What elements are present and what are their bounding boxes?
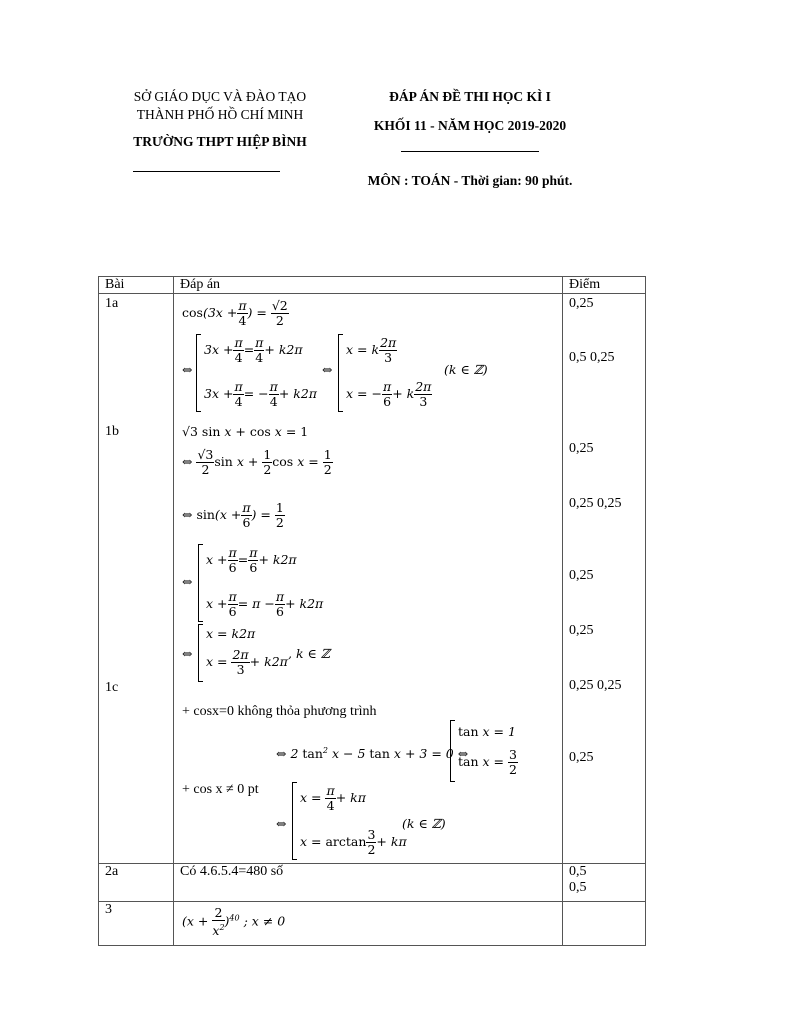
score-2a-2: 0,5 (569, 880, 587, 895)
header-cell-diem: Điểm (563, 277, 646, 294)
eq-1b-sol1: x = k2π (206, 626, 256, 641)
iff-1b-cases: ⇔ (182, 574, 193, 589)
bracket-1c-tan (450, 720, 455, 782)
table-row (99, 902, 646, 946)
score-2a-1: 0,5 (569, 864, 587, 879)
header-left-line2: THÀNH PHỐ HỒ CHÍ MINH (136, 107, 304, 122)
eq-1a-case1: 3x + $\frac{\pi}{4}$ = $\frac{\pi}{4}$ + k2π (204, 335, 303, 365)
eq-1a-sol2: x = − $\frac{\pi}{6}$ + k $\frac{2\pi}{3}$ (346, 379, 432, 409)
bracket-1b-sol (198, 624, 203, 682)
bracket-1a-right (338, 334, 343, 412)
text-1c-cos-zero: + cosx=0 không thỏa phương trình (182, 704, 377, 719)
score-1c-1: 0,25 0,25 (569, 678, 622, 693)
label-1c: 1c (105, 680, 119, 695)
row2a-label: 2a (99, 864, 174, 902)
eq-1c-sol1: x = $\frac{\pi}{4}$ + kπ (300, 783, 366, 813)
table-row (99, 864, 646, 902)
header-cell-bai: Bài (99, 277, 174, 294)
score-1a-1: 0,25 (569, 296, 594, 311)
eq-1b-case1: x + $\frac{\pi}{6}$ = $\frac{\pi}{6}$ + k2π (206, 545, 297, 575)
score-1b-3: 0,25 (569, 568, 594, 583)
eq-1c-sol2: x = arctan $\frac{3}{2}$ + kπ (300, 827, 407, 857)
score-1c-2: 0,25 (569, 750, 594, 765)
label-1a: 1a (105, 296, 119, 311)
bracket-1a-left (196, 334, 201, 412)
bracket-1c-sol (292, 782, 297, 860)
row3-label: 3 (99, 902, 174, 946)
eq-1c-tan: ⇔ 2 $\tan^2 x - 5$ tan x + 3 = 0 ⇔ (276, 746, 469, 762)
score-1b-1: 0,25 (569, 441, 594, 456)
eq-1a-cos: cos(3x + $\frac{\pi}{4}$ ) = $\frac{√2}{2}$ (182, 298, 288, 328)
eq-1b-main: √3 sin x + cos x = 1 (182, 424, 309, 439)
header-right-rule (401, 151, 539, 152)
label-1b: 1b (105, 424, 119, 439)
header-school-name: TRƯỜNG THPT HIỆP BÌNH (133, 134, 307, 149)
row2a-scores (563, 864, 646, 902)
iff-1b-sol: ⇔ (182, 646, 193, 661)
row1-label-cell (99, 294, 174, 864)
table-row (99, 294, 646, 864)
eq-1a-kz: (k ∈ ℤ) (444, 362, 488, 377)
eq-1a-sol1: x = k $\frac{2\pi}{3}$ (346, 335, 397, 365)
row3-answer (174, 902, 563, 946)
eq-1b-step1: ⇔ $\frac{√3}{2}$ sin x + $\frac{1}{2}$ cos x = $\frac{1}{2}$ (182, 447, 332, 477)
row1-score-cell (563, 294, 646, 864)
eq-3-binomial: (x + $\frac{2}{x^2}$ )$^{40}$ ; x ≠ 0 (182, 905, 286, 939)
eq-1b-step2: ⇔ sin(x + $\frac{\pi}{6}$ ) = $\frac{1}{2}$ (182, 500, 284, 530)
score-1b-4: 0,25 (569, 623, 594, 638)
eq-1b-kz: , k ∈ ℤ (288, 646, 330, 661)
text-1c-cos-nonzero: + cos x ≠ 0 pt (182, 782, 259, 797)
header-grade-year: KHỐI 11 - NĂM HỌC 2019-2020 (373, 118, 567, 133)
eq-1a-case2: 3x + $\frac{\pi}{4}$ = − $\frac{\pi}{4}$ + k2π (204, 379, 318, 409)
eq-1c-tan2: tan x = $\frac{3}{2}$ (458, 747, 517, 777)
iff-1a: ⇔ (182, 362, 193, 377)
header-left-rule (133, 171, 280, 172)
eq-1c-kz: (k ∈ ℤ) (402, 816, 446, 831)
table-header-row (99, 277, 646, 294)
answer-table (98, 276, 646, 946)
eq-1c-tan1: tan x = 1 (458, 724, 516, 739)
score-1a-2: 0,5 0,25 (569, 350, 615, 365)
iff-1c-sol: ⇔ (276, 816, 287, 831)
score-1b-2: 0,25 0,25 (569, 496, 622, 511)
bracket-1b-cases (198, 544, 203, 622)
iff-1a-2: ⇔ (322, 362, 333, 377)
header-left-line1: SỞ GIÁO DỤC VÀ ĐÀO TẠO (133, 89, 307, 104)
header-title: ĐÁP ÁN ĐỀ THI HỌC KÌ I (389, 89, 551, 104)
eq-1b-case2: x + $\frac{\pi}{6}$ = π − $\frac{\pi}{6}$ + k2π (206, 589, 324, 619)
eq-1b-sol2: x = $\frac{2\pi}{3}$ + k2π (206, 647, 288, 677)
row2a-answer: Có 4.6.5.4=480 số (174, 864, 563, 902)
row3-score (563, 902, 646, 946)
row1-answer-cell (174, 294, 563, 864)
header-subject-time: MÔN : TOÁN - Thời gian: 90 phút. (367, 173, 573, 188)
header-cell-dap-an: Đáp án (174, 277, 563, 294)
